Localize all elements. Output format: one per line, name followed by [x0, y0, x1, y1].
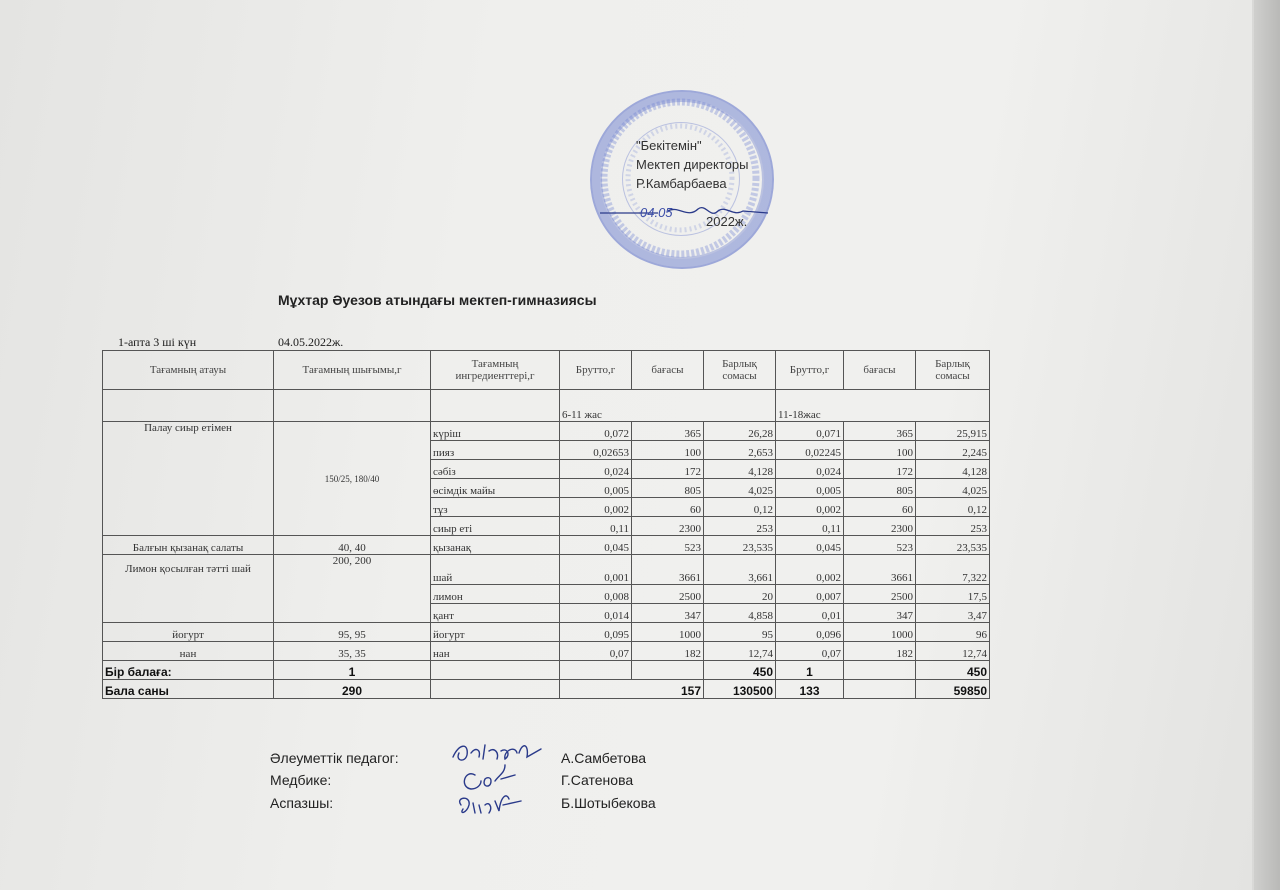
total-1: 253	[704, 517, 776, 536]
children-count-row	[103, 680, 990, 699]
header-brutto-1: Брутто,г	[560, 351, 632, 390]
signature-name-cook: Б.Шотыбекова	[561, 795, 656, 811]
total-1: 4,025	[704, 479, 776, 498]
age-group-2: 11-18жас	[776, 390, 990, 422]
price-1: 172	[632, 460, 704, 479]
price-2: 523	[844, 536, 916, 555]
approval-title: "Бекітемін"	[636, 138, 702, 153]
ingredient: қызанақ	[431, 536, 560, 555]
price-2: 2300	[844, 517, 916, 536]
table-row	[103, 642, 990, 661]
brutto-2: 0,096	[776, 623, 844, 642]
brutto-2: 0,024	[776, 460, 844, 479]
total-1: 2,653	[704, 441, 776, 460]
signature-name-nurse: Г.Сатенова	[561, 772, 634, 788]
total-1: 95	[704, 623, 776, 642]
brutto-2: 0,007	[776, 585, 844, 604]
brutto-1: 0,001	[560, 555, 632, 585]
children-count-2: 133	[776, 680, 844, 699]
brutto-2: 0,02245	[776, 441, 844, 460]
approval-position: Мектеп директоры	[636, 157, 749, 172]
ingredient: тұз	[431, 498, 560, 517]
approval-block	[636, 136, 748, 193]
ingredient: лимон	[431, 585, 560, 604]
price-2: 1000	[844, 623, 916, 642]
dish-name: Лимон қосылған тәтті шай	[103, 555, 274, 623]
header-name: Тағамның атауы	[103, 351, 274, 390]
brutto-1: 0,11	[560, 517, 632, 536]
signature-role-cook: Аспазшы:	[270, 795, 334, 811]
brutto-1: 0,02653	[560, 441, 632, 460]
header-yield: Тағамның шығымы,г	[274, 351, 431, 390]
price-1: 182	[632, 642, 704, 661]
price-1: 365	[632, 422, 704, 441]
total-1: 20	[704, 585, 776, 604]
ingredient: қант	[431, 604, 560, 623]
total-2: 4,025	[916, 479, 990, 498]
children-total-2: 59850	[916, 680, 990, 699]
price-2: 172	[844, 460, 916, 479]
total-1: 23,535	[704, 536, 776, 555]
dish-name: нан	[103, 642, 274, 661]
signature-name-pedagog: А.Самбетова	[561, 750, 647, 766]
children-count: 290	[274, 680, 431, 699]
price-2: 182	[844, 642, 916, 661]
page-edge-shadow	[1253, 0, 1280, 890]
total-2: 23,535	[916, 536, 990, 555]
price-1: 2300	[632, 517, 704, 536]
price-1: 805	[632, 479, 704, 498]
price-2: 60	[844, 498, 916, 517]
table-row	[103, 422, 990, 441]
total-1: 4,128	[704, 460, 776, 479]
ingredient: күріш	[431, 422, 560, 441]
brutto-1: 0,008	[560, 585, 632, 604]
ingredient: нан	[431, 642, 560, 661]
total-2: 4,128	[916, 460, 990, 479]
price-1: 1000	[632, 623, 704, 642]
table-row	[103, 623, 990, 642]
brutto-1: 0,024	[560, 460, 632, 479]
handwritten-signatures	[445, 735, 555, 825]
brutto-2: 0,01	[776, 604, 844, 623]
total-1: 3,661	[704, 555, 776, 585]
dish-yield: 150/25, 180/40	[274, 422, 431, 536]
price-1: 523	[632, 536, 704, 555]
ingredient: пияз	[431, 441, 560, 460]
menu-table	[102, 350, 990, 699]
price-2: 100	[844, 441, 916, 460]
age-row	[103, 390, 990, 422]
approval-date: 04.05	[640, 205, 673, 220]
signature-role-nurse: Медбике:	[270, 772, 332, 788]
total-2: 17,5	[916, 585, 990, 604]
price-1: 2500	[632, 585, 704, 604]
ingredient: өсімдік майы	[431, 479, 560, 498]
dish-name: йогурт	[103, 623, 274, 642]
total-2: 2,245	[916, 441, 990, 460]
per-child-row	[103, 661, 990, 680]
total-2: 253	[916, 517, 990, 536]
signature-role-pedagog: Әлеуметтік педагог:	[270, 750, 399, 766]
per-child-brutto-2: 1	[776, 661, 844, 680]
per-child-label: Бір балаға:	[103, 661, 274, 680]
table-header-row	[103, 351, 990, 390]
total-1: 4,858	[704, 604, 776, 623]
brutto-2: 0,07	[776, 642, 844, 661]
ingredient: сәбіз	[431, 460, 560, 479]
table-row	[103, 555, 990, 585]
header-price-2: бағасы	[844, 351, 916, 390]
price-2: 365	[844, 422, 916, 441]
brutto-1: 0,072	[560, 422, 632, 441]
total-1: 0,12	[704, 498, 776, 517]
children-count-1: 157	[560, 680, 704, 699]
ingredient: йогурт	[431, 623, 560, 642]
brutto-1: 0,014	[560, 604, 632, 623]
per-child-total-2: 450	[916, 661, 990, 680]
header-total-1: Барлық сомасы	[704, 351, 776, 390]
brutto-2: 0,002	[776, 555, 844, 585]
approval-director: Р.Камбарбаева	[636, 176, 727, 191]
school-title: Мұхтар Әуезов атындағы мектеп-гимназиясы	[278, 292, 597, 308]
age-group-1: 6-11 жас	[560, 390, 776, 422]
total-2: 25,915	[916, 422, 990, 441]
dish-yield: 95, 95	[274, 623, 431, 642]
price-2: 3661	[844, 555, 916, 585]
price-1: 100	[632, 441, 704, 460]
total-2: 3,47	[916, 604, 990, 623]
brutto-1: 0,095	[560, 623, 632, 642]
dish-name: Балғын қызанақ салаты	[103, 536, 274, 555]
brutto-2: 0,071	[776, 422, 844, 441]
per-child-yield: 1	[274, 661, 431, 680]
dish-name: Палау сиыр етімен	[103, 422, 274, 536]
header-total-2: Барлық сомасы	[916, 351, 990, 390]
total-2: 12,74	[916, 642, 990, 661]
brutto-1: 0,045	[560, 536, 632, 555]
price-1: 3661	[632, 555, 704, 585]
brutto-1: 0,002	[560, 498, 632, 517]
dish-yield: 40, 40	[274, 536, 431, 555]
price-2: 347	[844, 604, 916, 623]
price-2: 805	[844, 479, 916, 498]
brutto-2: 0,11	[776, 517, 844, 536]
brutto-2: 0,005	[776, 479, 844, 498]
menu-date: 04.05.2022ж.	[278, 335, 344, 349]
page-edge-line	[1252, 0, 1254, 890]
children-label: Бала саны	[103, 680, 274, 699]
price-1: 347	[632, 604, 704, 623]
price-1: 60	[632, 498, 704, 517]
dish-yield: 200, 200	[274, 555, 431, 623]
price-2: 2500	[844, 585, 916, 604]
total-2: 7,322	[916, 555, 990, 585]
header-price-1: бағасы	[632, 351, 704, 390]
total-1: 12,74	[704, 642, 776, 661]
ingredient: шай	[431, 555, 560, 585]
ingredient: сиыр еті	[431, 517, 560, 536]
total-2: 96	[916, 623, 990, 642]
week-day: 1-апта 3 ші күн	[118, 335, 197, 349]
header-ingredients: Тағамның ингредиенттері,г	[431, 351, 560, 390]
brutto-1: 0,005	[560, 479, 632, 498]
brutto-2: 0,045	[776, 536, 844, 555]
table-row	[103, 536, 990, 555]
per-child-total-1: 450	[704, 661, 776, 680]
dish-yield: 35, 35	[274, 642, 431, 661]
brutto-2: 0,002	[776, 498, 844, 517]
children-total-1: 130500	[704, 680, 776, 699]
brutto-1: 0,07	[560, 642, 632, 661]
approval-year: 2022ж.	[706, 214, 748, 229]
total-2: 0,12	[916, 498, 990, 517]
total-1: 26,28	[704, 422, 776, 441]
header-brutto-2: Брутто,г	[776, 351, 844, 390]
